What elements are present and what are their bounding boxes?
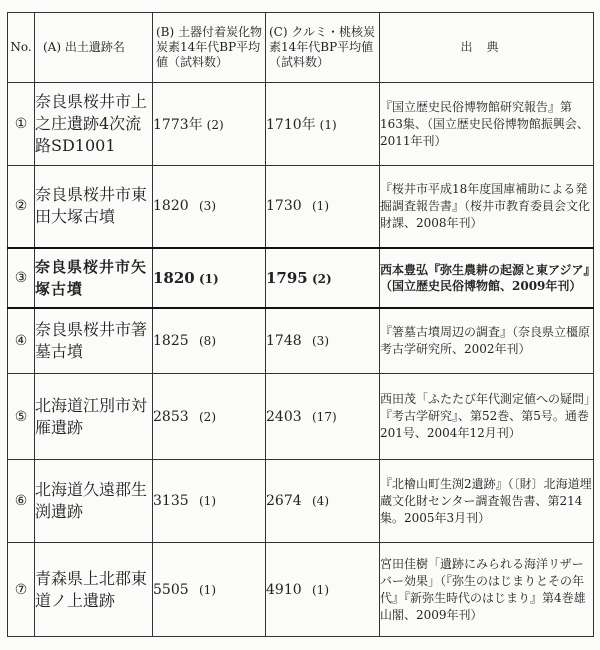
row-number: ② [8, 166, 35, 248]
pottery-bp: 1825 [153, 332, 189, 349]
walnut-bp: 4910 [266, 581, 302, 598]
source-citation: 『国立歴史民俗博物館研究報告』第163集、（国立歴史民俗博物館振興会、2011年刊） [380, 83, 594, 166]
walnut-value-cell [266, 308, 380, 374]
source-citation: 西田茂「ふたたび年代測定値への疑問」『考古学研究』、第52巻、第5号。通巻201号、2004年12月刊） [380, 374, 594, 460]
row-number: ⑦ [8, 543, 35, 637]
source-citation: 『北檜山町生渕2遺跡』（〔財〕北海道埋蔵文化財センター調査報告書、第214集。2005年3月刊） [380, 460, 594, 543]
site-name: 奈良県桜井市東田大塚古墳 [35, 166, 153, 248]
site-name: 奈良県桜井市上之庄遺跡4次流路SD1001 [35, 83, 153, 166]
pottery-bp: 3135 [153, 493, 189, 509]
table-row-handwritten [8, 248, 594, 308]
walnut-count: (17) [312, 409, 337, 424]
table-row [8, 460, 594, 543]
row-number: ③ [8, 248, 35, 308]
source-citation: 西本豊弘『弥生農耕の起源と東アジア』（国立歴史民俗博物館、2009年刊） [380, 248, 594, 308]
pottery-value-cell [153, 248, 266, 308]
pottery-value-cell [153, 460, 266, 543]
table-row [8, 308, 594, 374]
pottery-count: (3) [199, 199, 216, 214]
header-no: No. [8, 13, 35, 83]
table-row [8, 166, 594, 248]
source-citation: 宮田佳樹「遺跡にみられる海洋リザーバー効果」（『弥生のはじまりとその年代』『新弥生時代のはじまり』第4巻雄山閣、2009年刊） [380, 543, 594, 637]
walnut-count: (3) [312, 333, 329, 348]
header-row [8, 13, 594, 83]
walnut-value-cell [266, 460, 380, 543]
walnut-value-cell [266, 374, 380, 460]
site-name: 北海道久遠郡生渕遺跡 [35, 460, 153, 543]
pottery-bp: 5505 [153, 581, 189, 598]
pottery-value-cell [153, 374, 266, 460]
pottery-count: (8) [199, 333, 216, 348]
pottery-value-cell [153, 543, 266, 637]
pottery-bp: 1773年 [153, 117, 203, 133]
walnut-value-cell [266, 83, 380, 166]
source-citation: 『桜井市平成18年度国庫補助による発掘調査報告書』（桜井市教育委員会文化財課、2008年刊） [380, 166, 594, 248]
header-pottery-value: (B) 土器付着炭化物炭素14年代BP平均値（試料数） [153, 13, 266, 83]
pottery-bp: 1820 [153, 268, 195, 287]
row-number: ⑤ [8, 374, 35, 460]
walnut-value-cell [266, 248, 380, 308]
pottery-count: (1) [199, 271, 219, 286]
walnut-count: (1) [312, 582, 329, 597]
pottery-count: (1) [199, 582, 216, 597]
site-name: 北海道江別市対雁遺跡 [35, 374, 153, 460]
pottery-value-cell [153, 83, 266, 166]
site-name: 青森県上北郡東道ノ上遺跡 [35, 543, 153, 637]
header-walnut-value: (C) クルミ・桃核炭素14年代BP平均値（試料数） [266, 13, 380, 83]
header-site: (A) 出土遺跡名 [35, 13, 153, 83]
walnut-bp: 1748 [266, 332, 302, 349]
site-name: 奈良県桜井市矢塚古墳 [35, 248, 153, 308]
walnut-count: (1) [312, 199, 329, 214]
walnut-bp: 1710年 [266, 117, 316, 133]
row-number: ⑥ [8, 460, 35, 543]
radiocarbon-table [7, 12, 594, 637]
pottery-count: (2) [206, 118, 224, 132]
walnut-bp: 2403 [266, 408, 302, 425]
walnut-count: (2) [312, 271, 332, 286]
table-row [8, 374, 594, 460]
row-number: ① [8, 83, 35, 166]
pottery-bp: 1820 [153, 198, 189, 215]
pottery-value-cell [153, 308, 266, 374]
pottery-count: (2) [199, 409, 216, 424]
table-row [8, 83, 594, 166]
row-number: ④ [8, 308, 35, 374]
walnut-value-cell [266, 543, 380, 637]
site-name: 奈良県桜井市箸墓古墳 [35, 308, 153, 374]
walnut-bp: 1730 [266, 198, 302, 215]
pottery-bp: 2853 [153, 408, 189, 425]
walnut-count: (4) [312, 494, 329, 508]
table-row [8, 543, 594, 637]
source-citation: 『箸墓古墳周辺の調査』（奈良県立橿原考古学研究所、2002年刊） [380, 308, 594, 374]
walnut-bp: 1795 [266, 268, 308, 287]
pottery-count: (1) [199, 494, 216, 508]
walnut-bp: 2674 [266, 493, 302, 509]
pottery-value-cell [153, 166, 266, 248]
header-source: 出典 [380, 13, 594, 83]
walnut-value-cell [266, 166, 380, 248]
walnut-count: (1) [319, 118, 337, 132]
